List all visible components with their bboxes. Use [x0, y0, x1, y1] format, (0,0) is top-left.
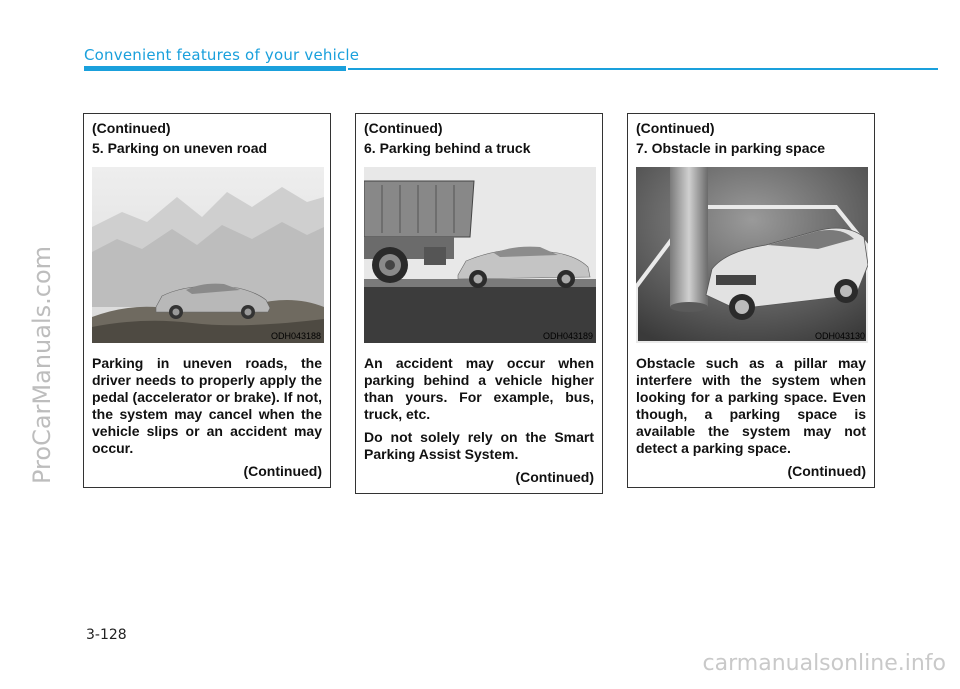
panel-behind-truck — [355, 113, 603, 494]
panel-heading: 7. Obstacle in parking space — [636, 140, 826, 156]
figure-code: ODH043130 — [814, 331, 865, 341]
section-title-bar — [84, 66, 346, 71]
panel-body-text: Do not solely rely on the Smart Parking Assist System. — [364, 429, 594, 462]
panel-continued-bottom: (Continued) — [787, 463, 866, 479]
obstacle-illustration — [636, 167, 868, 343]
panel-body-text: Obstacle such as a pillar may interfere with the system when looking for a parking space. Even though, a parking space is available the system may not detect a parking space. — [636, 355, 866, 456]
page-number: 3-128 — [86, 627, 127, 643]
figure-obstacle — [636, 167, 868, 343]
section-divider-line — [348, 68, 938, 70]
panel-continued-top: (Continued) — [364, 120, 443, 136]
figure-code: ODH043189 — [542, 331, 593, 341]
panel-continued-bottom: (Continued) — [243, 463, 322, 479]
figure-behind-truck — [364, 167, 596, 343]
panel-uneven-road — [83, 113, 331, 488]
panel-continued-bottom: (Continued) — [515, 469, 594, 485]
side-watermark-text: ProCarManuals.com — [28, 245, 56, 484]
figure-uneven-road — [92, 167, 324, 343]
panel-heading: 5. Parking on uneven road — [92, 140, 268, 156]
uneven-road-illustration — [92, 167, 324, 343]
panel-obstacle — [627, 113, 875, 488]
figure-code: ODH043188 — [270, 331, 321, 341]
behind-truck-illustration — [364, 167, 596, 343]
section-title: Convenient features of your vehicle — [84, 46, 360, 64]
panel-body-text: An accident may occur when parking behind a vehicle higher than yours. For example, bus, truck, etc. — [364, 355, 594, 422]
panel-continued-top: (Continued) — [636, 120, 715, 136]
panel-body-text: Parking in uneven roads, the driver needs to properly apply the pedal (accelerator or brake). If not, the system may cancel when the vehicle slips or an accident may occur. — [92, 355, 322, 456]
panel-heading: 6. Parking behind a truck — [364, 140, 531, 156]
bottom-watermark: carmanualsonline.info — [702, 651, 946, 676]
panel-continued-top: (Continued) — [92, 120, 171, 136]
